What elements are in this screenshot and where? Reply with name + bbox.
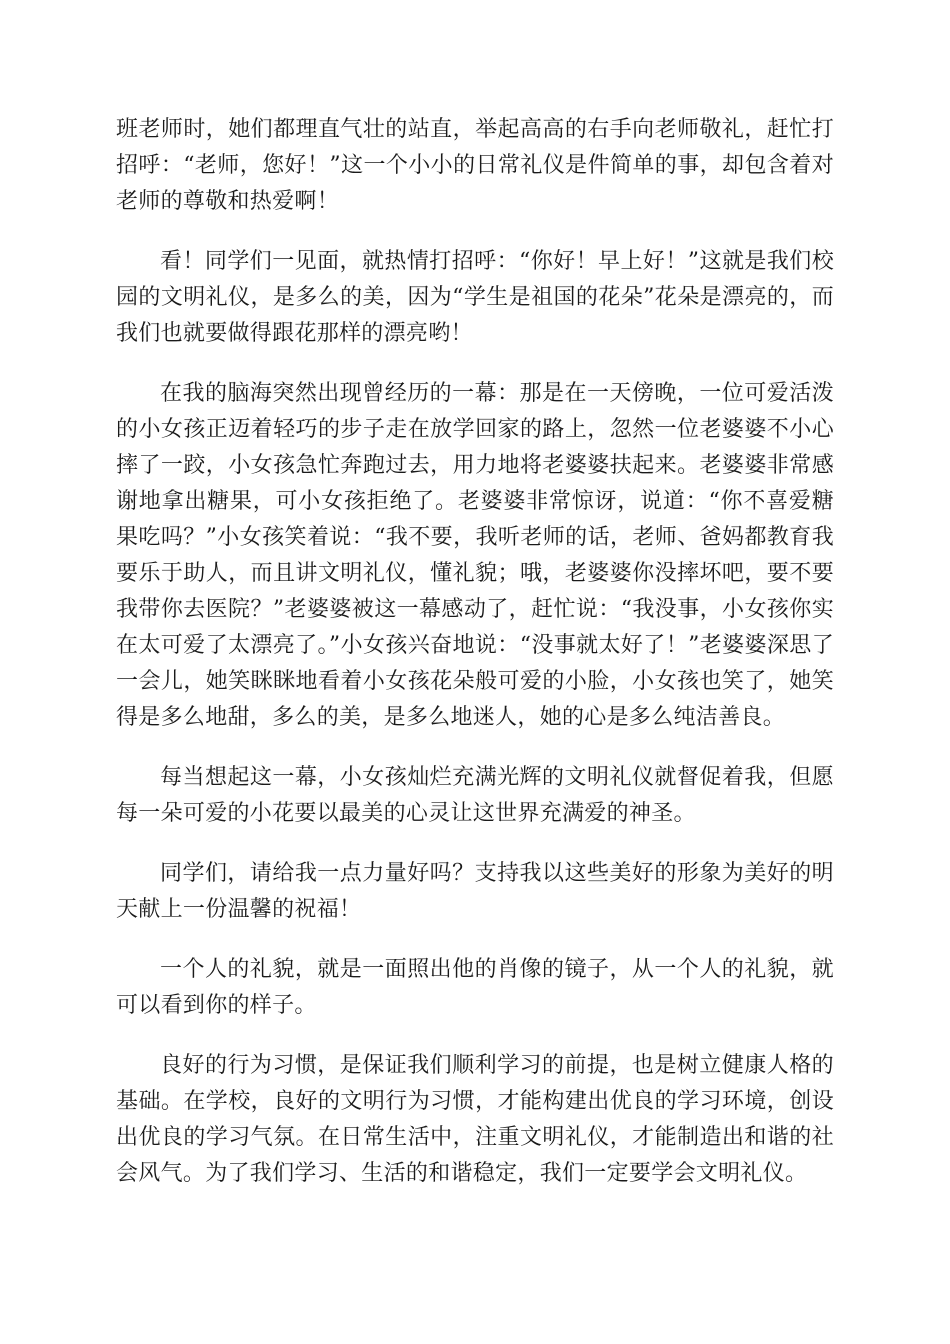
paragraph-6: 一个人的礼貌，就是一面照出他的肖像的镜子，从一个人的礼貌，就可以看到你的样子。	[116, 957, 834, 1018]
paragraph-4: 每当想起这一幕，小女孩灿烂充满光辉的文明礼仪就督促着我，但愿每一朵可爱的小花要以最美的心灵让这世界充满爱的神圣。	[116, 765, 834, 826]
paragraph-1: 班老师时，她们都理直气壮的站直，举起高高的右手向老师敬礼，赶忙打招呼：“老师，您好！”这一个小小的日常礼仪是件简单的事，却包含着对老师的尊敬和热爱啊！	[116, 117, 834, 214]
paragraph-2: 看！同学们一见面，就热情打招呼：“你好！早上好！”这就是我们校园的文明礼仪，是多么的美，因为“学生是祖国的花朵”花朵是漂亮的，而我们也就要做得跟花那样的漂亮哟！	[116, 249, 834, 346]
document-body	[116, 112, 834, 1192]
paragraph-7: 良好的行为习惯，是保证我们顺利学习的前提，也是树立健康人格的基础。在学校，良好的文明行为习惯，才能构建出优良的学习环境，创设出优良的学习气氛。在日常生活中，注重文明礼仪，才能制造出和谐的社会风气。为了我们学习、生活的和谐稳定，我们一定要学会文明礼仪。	[116, 1053, 834, 1186]
paragraph-5: 同学们，请给我一点力量好吗？支持我以这些美好的形象为美好的明天献上一份温馨的祝福！	[116, 861, 834, 922]
paragraph-3: 在我的脑海突然出现曾经历的一幕：那是在一天傍晚，一位可爱活泼的小女孩正迈着轻巧的步子走在放学回家的路上，忽然一位老婆婆不小心摔了一跤，小女孩急忙奔跑过去，用力地将老婆婆扶起来。老婆婆非常感谢地拿出糖果，可小女孩拒绝了。老婆婆非常惊讶，说道：“你不喜爱糖果吃吗？”小女孩笑着说：“我不要，我听老师的话，老师、爸妈都教育我要乐于助人，而且讲文明礼仪，懂礼貌；哦，老婆婆你没摔坏吧，要不要我带你去医院？”老婆婆被这一幕感动了，赶忙说：“我没事，小女孩你实在太可爱了太漂亮了。”小女孩兴奋地说：“没事就太好了！”老婆婆深思了一会儿，她笑眯眯地看着小女孩花朵般可爱的小脸，小女孩也笑了，她笑得是多么地甜，多么的美，是多么地迷人，她的心是多么纯洁善良。	[116, 381, 834, 730]
